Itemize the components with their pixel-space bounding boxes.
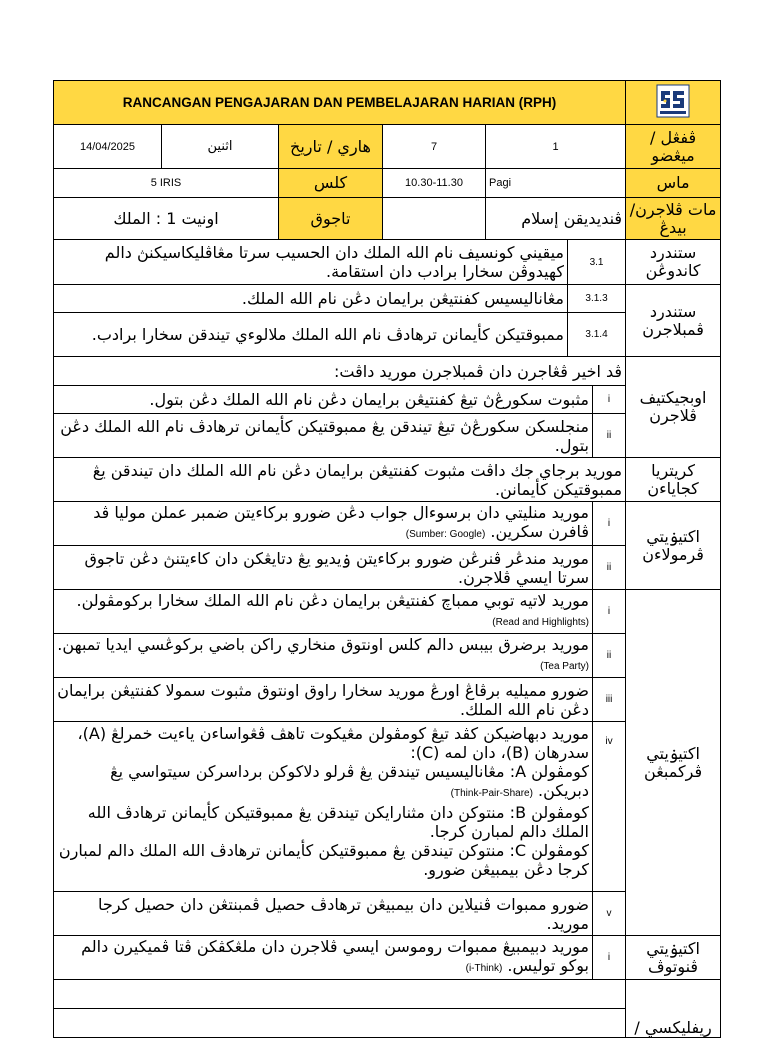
permulaan-item-text: موريد مندڠر ڤنرڠن ضورو بركاءيتن ۏيديو يڠ دتايڠكن دان كاءيتنڽ دڠن تاجوق سرتا ايسي ڤلاجرن. bbox=[84, 548, 589, 587]
perkembangan-item-text: ضورو ممبوات ڤنيلاين دان بيمبيڠن ترهادڤ حصيل ڤمبنتڠن دان حصيل كرجا موريد. bbox=[97, 894, 589, 933]
perkembangan-line bbox=[57, 762, 589, 803]
objektif-item: مثبوت سكورڠ‌ڽ تيڠ كفنتيڠن برايمان دڠن نام الله الملك دڠن بتول. bbox=[54, 386, 593, 414]
perkembangan-line-note: (Think-Pair-Share) bbox=[450, 788, 533, 799]
subject-row-label: ماس bbox=[626, 169, 721, 198]
week-label: ڤفڠل / ميڠضو bbox=[626, 125, 721, 169]
topic-label: تاجوق bbox=[279, 198, 383, 240]
document-title: RANCANGAN PENGAJARAN DAN PEMBELAJARAN HARIAN (RPH) bbox=[54, 81, 626, 125]
refleksi-cell bbox=[54, 1009, 626, 1038]
perkembangan-item-number: i bbox=[593, 590, 626, 634]
refleksi-cell bbox=[54, 980, 626, 1009]
week-number: 1 bbox=[486, 125, 626, 169]
date-value: 14/04/2025 bbox=[54, 125, 162, 169]
session-value: Pagi bbox=[486, 169, 626, 198]
standard-pembelajaran-code: 3.1.3 bbox=[568, 285, 626, 313]
standard-pembelajaran-text: ممبوقتيكن كأيمانن ترهادڤ نام الله الملك ملالوءي تيندقن سخارا برادب. bbox=[54, 313, 568, 357]
day-name: اثنين bbox=[162, 125, 279, 169]
standard-kandungan-code: 3.1 bbox=[568, 240, 626, 285]
refleksi-label: ريفليكسي / bbox=[626, 980, 721, 1038]
rph-table bbox=[53, 80, 721, 1038]
perkembangan-line: موريد دبهاضيكن كڤد تيڠ كومڤولن مڠيكوت تاهڤ ڤڠواساءن ياءيت خمرلڠ (A)، سدرهان (B)، دان لمه (C): bbox=[77, 724, 589, 762]
perkembangan-item bbox=[54, 678, 593, 722]
perkembangan-item bbox=[54, 892, 593, 936]
perkembangan-line: كومڤولن C: منتوكن تيندقن يڠ ممبوقتيكن كأيمانن ترهادڤ الله الملك دالم لمبارن كرجا دڠن بيمبيڠن ضورو. bbox=[58, 841, 589, 879]
time-value: 10.30-11.30 bbox=[383, 169, 486, 198]
permulaan-item-number: i bbox=[593, 502, 626, 546]
class-label: كلس bbox=[279, 169, 383, 198]
perkembangan-item-number: ii bbox=[593, 634, 626, 678]
objektif-item-number: i bbox=[593, 386, 626, 414]
perkembangan-item bbox=[54, 634, 593, 678]
standard-pembelajaran-text: مڠاناليسيس كفنتيڠن برايمان دڠن نام الله الملك. bbox=[54, 285, 568, 313]
perkembangan-item-number: v bbox=[593, 892, 626, 936]
penutup-item-number: i bbox=[593, 936, 626, 980]
day-date-label: هاري / تاريخ bbox=[279, 125, 383, 169]
perkembangan-item-number: iv bbox=[593, 722, 626, 892]
subject-value: ڤنديديقن إسلام bbox=[486, 198, 626, 240]
perkembangan-item-note: (Tea Party) bbox=[540, 661, 589, 672]
permulaan-label: اكتيۏيتي ڤرمولاءن bbox=[626, 502, 721, 590]
standard-kandungan-label: ستندرد كاندوڠن bbox=[626, 240, 721, 285]
permulaan-item-text: موريد منليتي دان برسوءال جواب دڠن ضورو بركاءيتن ضمبر عملن موليا ڤد ڤافرن سكرين. bbox=[93, 503, 589, 541]
perkembangan-item-text: موريد برضرق بيبس دالم كلس اونتوق منخاري راكن باضي بركوڠسي ايديا تمبهن. bbox=[57, 635, 589, 654]
objektif-item: منجلسكن سكورڠ‌ڽ تيڠ تيندقن يڠ ممبوقتيكن كأيمانن ترهادڤ نام الله الملك دڠن بتول. bbox=[54, 414, 593, 458]
permulaan-item-number: ii bbox=[593, 546, 626, 590]
penutup-item-note: (i-Think) bbox=[465, 963, 503, 974]
penutup-item-text: موريد دبيمبيڠ ممبوات روموسن ايسي ڤلاجرن دان ملڠكڤكن ڤتا ڤميكيرن دالم بوكو توليس. bbox=[81, 937, 589, 975]
perkembangan-label: اكتيۏيتي ڤركمبڠن bbox=[626, 590, 721, 936]
perkembangan-item-note: (Read and Highlights) bbox=[492, 617, 589, 628]
perkembangan-item bbox=[54, 590, 593, 634]
day-number: 7 bbox=[383, 125, 486, 169]
objektif-label: اوبجيكتيف ڤلاجرن bbox=[626, 357, 721, 458]
objektif-item-number: ii bbox=[593, 414, 626, 458]
ministry-logo bbox=[626, 81, 721, 125]
kpm-logo-icon bbox=[656, 83, 690, 119]
penutup-label: اكتيۏيتي ڤنوتوڤ bbox=[626, 936, 721, 980]
standard-pembelajaran-label: ستندرد ڤمبلاجرن bbox=[626, 285, 721, 357]
penutup-item bbox=[54, 936, 593, 980]
perkembangan-line-text: كومڤولن A: مڠاناليسيس تيندقن يڠ ڤرلو دلاكوكن برداسركن سيتواسي يڠ دبريكن. bbox=[110, 762, 589, 800]
perkembangan-item bbox=[54, 722, 593, 892]
permulaan-item bbox=[54, 502, 593, 546]
topic-value: اونيت 1 : الملك bbox=[54, 198, 279, 240]
subject-label: مات ڤلاجرن/ بيدڠ bbox=[626, 198, 721, 240]
perkembangan-item-text: ضورو مميليه برڤاڠ اورڠ موريد سخارا راوق اونتوق مثبوت سمولا كفنتيڠن برايمان دڠن نام الله الملك. bbox=[57, 680, 589, 719]
class-value: 5 IRIS bbox=[54, 169, 279, 198]
perkembangan-line: كومڤولن B: منتوكن دان مثنارايكن تيندقن يڠ ممبوقتيكن كأيمانن ترهادڤ الله الملك دالم لمبارن كرجا. bbox=[87, 803, 589, 841]
standard-pembelajaran-code: 3.1.4 bbox=[568, 313, 626, 357]
objektif-intro: ڤد اخير ڤڠاجرن دان ڤمبلاجرن موريد داڤت: bbox=[54, 357, 626, 386]
permulaan-item-note: (Sumber: Google) bbox=[405, 529, 486, 540]
permulaan-item bbox=[54, 546, 593, 590]
empty-cell bbox=[383, 198, 486, 240]
perkembangan-item-number: iii bbox=[593, 678, 626, 722]
standard-kandungan-text: ميقيني كونسيف نام الله الملك دان الحسيب سرتا مڠاڤليكاسيكنڽ دالم كهيدوڤن سخارا برادب دان استقامة. bbox=[54, 240, 568, 285]
kriteria-label: كريتريا كجاياءن bbox=[626, 458, 721, 502]
perkembangan-item-text: موريد لاتيه توبي ممباچ كفنتيڠن برايمان دڠن نام الله الملك سخارا بركومڤولن. bbox=[76, 591, 589, 610]
kriteria-text: موريد برجاي جك داڤت مثبوت كفنتيڠن برايمان دڠن نام الله الملك دان تيندقن يڠ ممبوقتيكن كأيمانن. bbox=[54, 458, 626, 502]
